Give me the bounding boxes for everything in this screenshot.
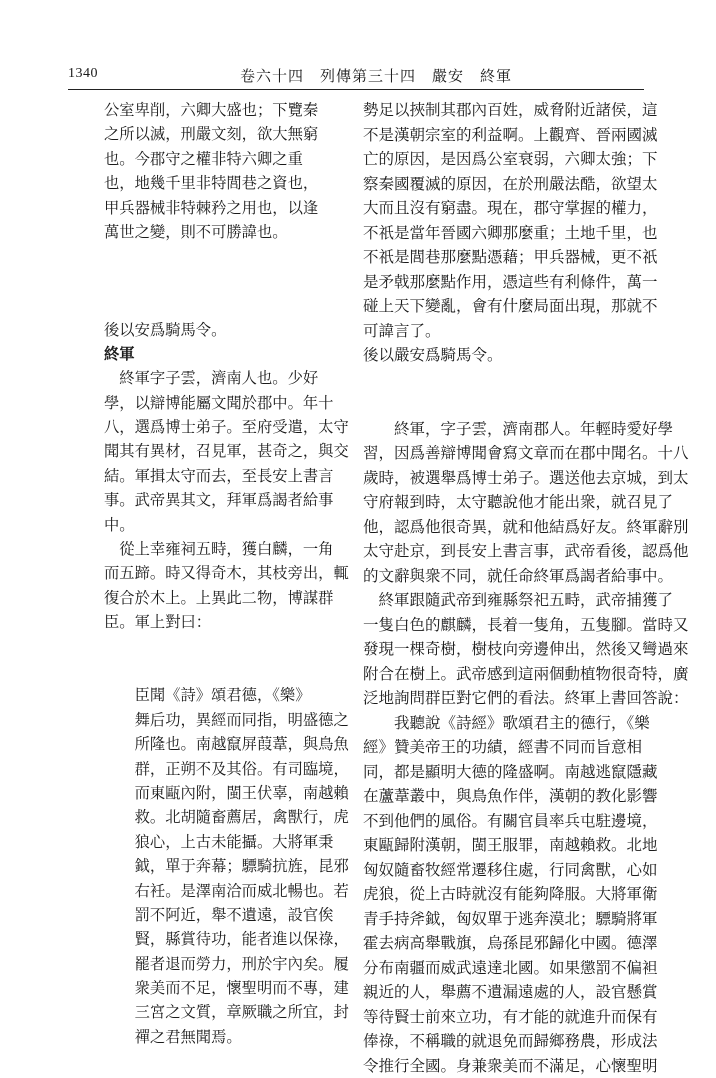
left-text-line: 衆美而不足，懷聖明而不專，建: [104, 976, 340, 1000]
right-text-line: 不祇是當年晉國六卿那麼重；土地千里，也: [363, 221, 646, 246]
right-text-line: 太守赴京，到長安上書言事，武帝看後，認爲他: [363, 539, 646, 564]
right-text-line: 習，因爲善辯博聞會寫文章而在郡中聞名。十八: [363, 441, 646, 466]
right-spacer: [363, 368, 646, 393]
left-spacer: [104, 635, 340, 659]
right-text-line: 守府報到時，太守聽說他才能出衆，就召見了: [363, 490, 646, 515]
left-text-line: 後以安爲騎馬令。: [104, 318, 340, 342]
right-text-line: 碰上天下變亂，會有什麼局面出現，那就不: [363, 294, 646, 319]
right-text-line: 不是漢朝宗室的利益啊。上觀齊、晉兩國滅: [363, 123, 646, 148]
left-spacer: [104, 293, 340, 317]
right-text-line: 我聽說《詩經》歌頌君主的德行，《樂: [363, 711, 646, 736]
left-text-line: 三宮之文質，章厥職之所宜，封: [104, 1000, 340, 1024]
left-text-line: 罷者退而勞力，刑於宇內矣。履: [104, 952, 340, 976]
right-text-line: 虎狼，從上古時就沒有能夠降服。大將軍衛: [363, 882, 646, 907]
left-text-line: 學，以辯博能屬文聞於郡中。年十: [104, 391, 340, 415]
left-text-line: 從上幸雍祠五畤，獲白麟，一角: [104, 537, 340, 561]
left-text-line: 甲兵器械非特棘矜之用也，以逢: [104, 196, 340, 220]
right-text-line: 發現一棵奇樹，樹枝向旁邊伸出，然後又彎過來: [363, 637, 646, 662]
right-text-line: 一隻白色的麒麟，長着一隻角，五隻腳。當時又: [363, 613, 646, 638]
left-text-line: 舞后功，異經而同指，明盛德之: [104, 708, 340, 732]
left-text-line: 禪之君無聞焉。: [104, 1025, 340, 1049]
header-rule: [68, 89, 644, 90]
right-text-line: 令推行全國。身兼衆美而不滿足，心懷聖明: [363, 1054, 646, 1078]
left-text-line: 中。: [104, 513, 340, 537]
right-text-line: 青手持斧鉞，匈奴單于逃奔漠北；驃騎將軍: [363, 907, 646, 932]
right-text-line: 察秦國覆滅的原因，在於刑嚴法酷，欲望太: [363, 172, 646, 197]
left-text-line: 也，地幾千里非特閭巷之資也，: [104, 171, 340, 195]
left-text-line: 之所以滅，刑嚴文刻，欲大無窮: [104, 122, 340, 146]
right-text-line: 的文辭與衆不同，就任命終軍爲謁者給事中。: [363, 564, 646, 589]
right-text-line: 大而且沒有窮盡。現在，郡守掌握的權力，: [363, 196, 646, 221]
right-text-line: 匈奴隨畜牧經常遷移住處，行同禽獸，心如: [363, 858, 646, 883]
left-text-line: 萬世之變，則不可勝諱也。: [104, 220, 340, 244]
right-text-line: 霍去病高舉戰旗，烏孫昆邪歸化中國。德澤: [363, 931, 646, 956]
right-text-line: 附合在樹上。武帝感到這兩個動植物很奇特，廣: [363, 662, 646, 687]
left-text-line: 罰不阿近，舉不遺遠，設官俟: [104, 903, 340, 927]
right-text-line: 後以嚴安爲騎馬令。: [363, 343, 646, 368]
left-text-line: 臣聞《詩》頌君德，《樂》: [104, 683, 340, 707]
section-heading: 終軍: [104, 342, 340, 366]
left-text-line: 所隆也。南越竄屏葭葦，與鳥魚: [104, 732, 340, 756]
right-text-line: 等待賢士前來立功，有才能的就進升而保有: [363, 1005, 646, 1030]
left-text-line: 群，正朔不及其俗。有司臨境，: [104, 757, 340, 781]
page-header: [0, 62, 716, 90]
left-spacer: [104, 659, 340, 683]
right-text-line: 可諱言了。: [363, 319, 646, 344]
left-text-line: 也。今郡守之權非特六卿之重: [104, 147, 340, 171]
right-text-line: 不祇是閭巷那麼點憑藉；甲兵器械，更不祇: [363, 245, 646, 270]
left-text-line: 公室卑削，六卿大盛也；下覽秦: [104, 98, 340, 122]
left-text-line: 右衽。是澤南洽而威北暢也。若: [104, 879, 340, 903]
left-text-line: 救。北胡隨畜薦居，禽獸行，虎: [104, 805, 340, 829]
left-column-classical-text: [104, 98, 340, 1049]
left-text-line: 鉞，單于奔幕；驃騎抗旌，昆邪: [104, 854, 340, 878]
right-text-line: 泛地詢問群臣對它們的看法。終軍上書回答說：: [363, 686, 646, 711]
right-spacer: [363, 392, 646, 417]
right-text-line: 在蘆葦叢中，與鳥魚作伴，漢朝的教化影響: [363, 784, 646, 809]
running-head: 卷六十四 列傳第三十四 嚴安 終軍: [240, 65, 512, 86]
right-text-line: 勢足以挾制其郡內百姓，威脅附近諸侯，這: [363, 98, 646, 123]
right-text-line: 亡的原因，是因爲公室衰弱，六卿太強；下: [363, 147, 646, 172]
left-text-line: 結。軍揖太守而去，至長安上書言: [104, 464, 340, 488]
left-text-line: 賢，縣賞待功，能者進以保祿，: [104, 927, 340, 951]
left-text-line: 事。武帝異其文，拜軍爲謁者給事: [104, 488, 340, 512]
left-text-line: 狼心，上古未能攝。大將軍秉: [104, 830, 340, 854]
right-text-line: 經》贊美帝王的功績，經書不同而旨意相: [363, 735, 646, 760]
left-text-line: 終軍字子雲，濟南人也。少好: [104, 366, 340, 390]
right-text-line: 終軍跟隨武帝到雍縣祭祀五畤，武帝捕獲了: [363, 588, 646, 613]
page-number: 1340: [68, 66, 98, 82]
right-text-line: 東甌歸附漢朝，閩王服罪，南越賴救。北地: [363, 833, 646, 858]
right-text-line: 不到他們的風俗。有關官員率兵屯駐邊境，: [363, 809, 646, 834]
right-text-line: 他，認爲他很奇異，就和他結爲好友。終軍辭別: [363, 515, 646, 540]
right-text-line: 終軍，字子雲，濟南郡人。年輕時愛好學: [363, 417, 646, 442]
left-spacer: [104, 269, 340, 293]
right-text-line: 是矛戟那麼點作用，憑這些有利條件，萬一: [363, 270, 646, 295]
right-text-line: 同，都是顯明大德的隆盛啊。南越逃竄隱藏: [363, 760, 646, 785]
left-text-line: 復合於木上。上異此二物，博謀群: [104, 586, 340, 610]
left-text-line: 聞其有異材，召見軍，甚奇之，與交: [104, 439, 340, 463]
right-text-line: 俸祿，不稱職的就退免而歸鄉務農，形成法: [363, 1029, 646, 1054]
left-text-line: 而東甌內附，閩王伏辜，南越賴: [104, 781, 340, 805]
left-text-line: 八，選爲博士弟子。至府受遣，太守: [104, 415, 340, 439]
left-spacer: [104, 244, 340, 268]
right-text-line: 歲時，被選舉爲博士弟子。選送他去京城，到太: [363, 466, 646, 491]
left-text-line: 而五蹄。時又得奇木，其枝旁出，輒: [104, 561, 340, 585]
left-text-line: 臣。軍上對曰：: [104, 610, 340, 634]
right-column-modern-translation: [363, 98, 646, 1078]
right-text-line: 親近的人，舉薦不遺漏遠處的人，設官懸賞: [363, 980, 646, 1005]
right-text-line: 分布南疆而威武遠達北國。如果懲罰不偏袒: [363, 956, 646, 981]
